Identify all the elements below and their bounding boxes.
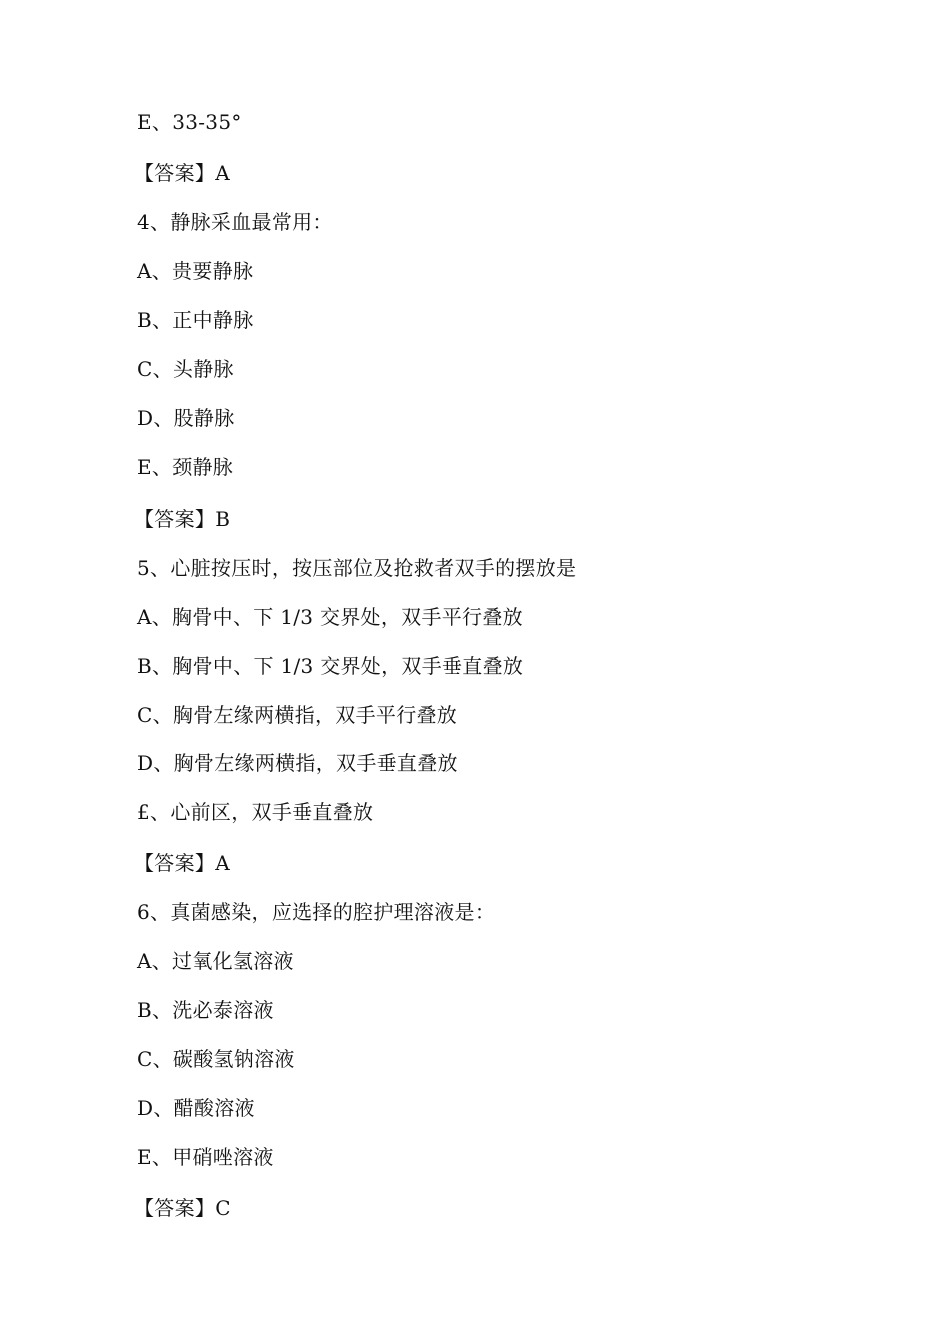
- q5-answer: 【答案】A: [134, 851, 230, 875]
- q3-answer: 【答案】A: [134, 161, 230, 185]
- q4-answer: 【答案】B: [134, 507, 231, 531]
- q5-option-a: A、胸骨中、下 1/3 交界处，双手平行叠放: [137, 605, 523, 629]
- q4-question: 4、静脉采血最常用：: [137, 210, 333, 234]
- q6-option-d: D、醋酸溶液: [137, 1096, 255, 1120]
- q4-option-d: D、股静脉: [137, 406, 235, 430]
- q6-option-a: A、过氧化氢溶液: [137, 949, 294, 973]
- q4-option-c: C、头静脉: [137, 357, 234, 381]
- q6-answer: 【答案】C: [134, 1196, 231, 1220]
- q3-option-e: E、33-35°: [137, 110, 242, 134]
- q4-option-b: B、正中静脉: [137, 308, 254, 332]
- q5-question: 5、心脏按压时，按压部位及抢救者双手的摆放是: [137, 556, 577, 580]
- q5-option-b: B、胸骨中、下 1/3 交界处，双手垂直叠放: [137, 654, 524, 678]
- q4-option-a: A、贵要静脉: [137, 259, 254, 283]
- q5-option-d: D、胸骨左缘两横指，双手垂直叠放: [137, 751, 458, 775]
- q6-question: 6、真菌感染，应选择的腔护理溶液是：: [137, 900, 496, 924]
- q6-option-c: C、碳酸氢钠溶液: [137, 1047, 295, 1071]
- q6-option-e: E、甲硝唑溶液: [137, 1145, 274, 1169]
- q6-option-b: B、洗必泰溶液: [137, 998, 274, 1022]
- q4-option-e: E、颈静脉: [137, 455, 234, 479]
- q5-option-c: C、胸骨左缘两横指，双手平行叠放: [137, 703, 458, 727]
- q5-option-e: £、心前区，双手垂直叠放: [137, 800, 374, 824]
